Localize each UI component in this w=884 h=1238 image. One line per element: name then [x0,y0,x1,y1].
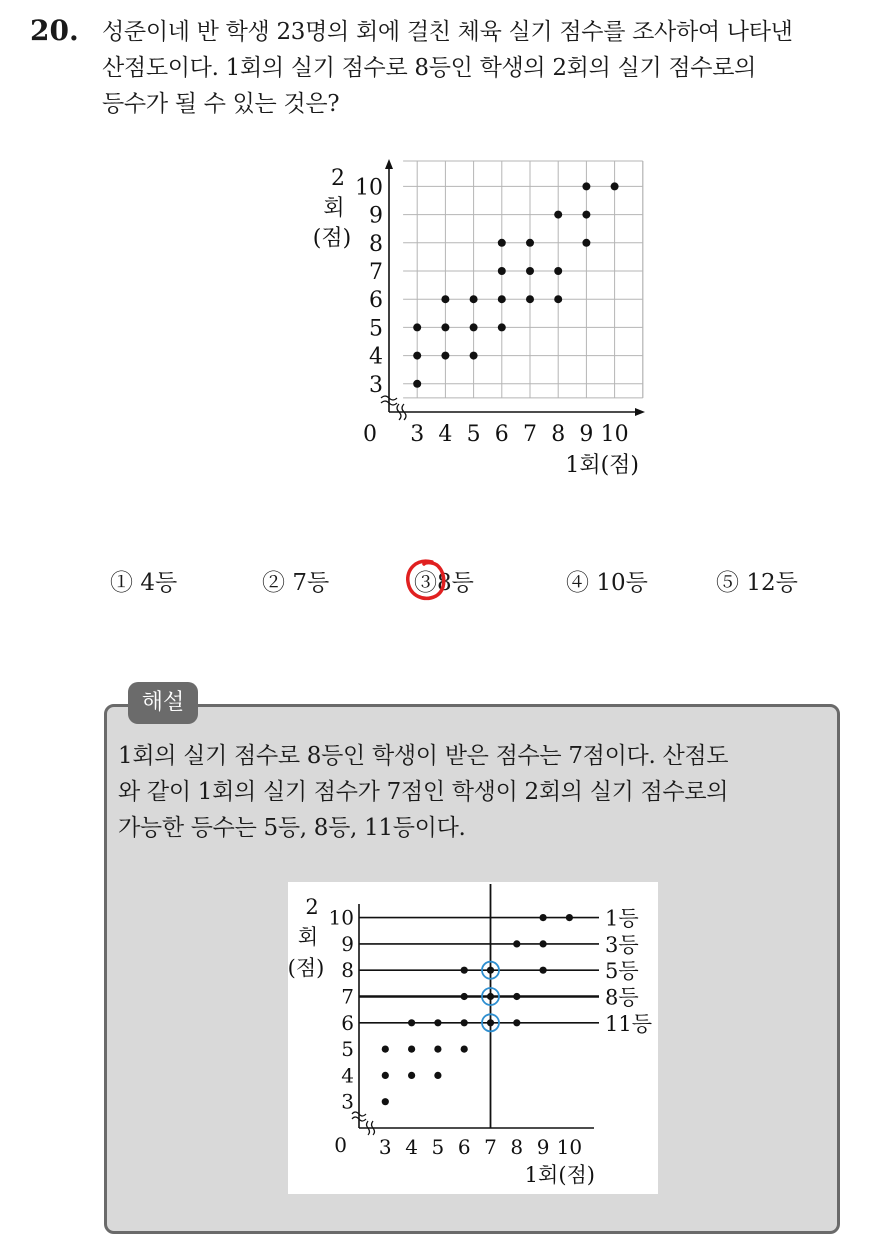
y-tick-label: 6 [341,1010,354,1035]
rank-label: 5등 [605,959,639,984]
data-point [526,239,534,247]
data-point [413,323,421,331]
y-tick-label: 5 [369,316,383,342]
choice-5[interactable] [716,564,798,597]
data-point [540,914,547,921]
x-tick-label: 4 [405,1135,418,1159]
choice-marker: ④ [566,570,589,596]
data-point [408,1072,415,1079]
y-tick-label: 5 [341,1037,354,1062]
data-point [461,1019,468,1026]
data-point [498,323,506,331]
choice-text: 8등 [437,570,474,596]
y-tick-label: 8 [341,958,354,983]
solution-line: 와 같이 1회의 실기 점수가 7점인 학생이 2회의 실기 점수로의 [118,779,729,805]
data-point [513,1019,520,1026]
origin-label: 0 [334,1133,347,1157]
question-line: 산점도이다. 1회의 실기 점수로 8등인 학생의 2회의 실기 점수로의 [102,55,757,81]
data-point [470,323,478,331]
data-point [441,352,449,360]
y-tick-label: 7 [369,260,383,285]
question-number: 20. [30,14,79,47]
data-point [461,1046,468,1053]
y-axis-arrow [385,159,393,169]
x-tick-label: 6 [457,1135,471,1159]
x-tick-label: 10 [556,1135,583,1159]
y-tick-label: 4 [341,1063,354,1088]
solution-tag: 해설 [128,682,198,724]
x-tick-label: 9 [536,1135,550,1159]
data-point [382,1046,389,1053]
y-tick-label: 8 [369,231,383,257]
data-point [487,1019,494,1026]
y-tick-label: 7 [341,984,354,1009]
question-text [102,14,872,122]
choice-text: 4등 [140,570,178,596]
choice-text: 12등 [746,570,798,596]
data-point [434,1072,441,1079]
data-point [461,967,468,974]
data-point [554,267,562,275]
x-tick-label: 3 [410,422,425,447]
y-axis-label: (점) [312,226,352,251]
answer-circle-mark [402,556,450,604]
data-point [554,211,562,219]
choice-4[interactable] [566,564,648,597]
y-axis-label: 회 [323,196,345,221]
data-point [526,295,534,303]
x-tick-label: 7 [523,422,537,447]
question-line: 성준이네 반 학생 23명의 회에 걸친 체육 실기 점수를 조사하여 나타낸 [102,19,793,45]
x-tick-label: 8 [551,422,566,447]
choice-text: 10등 [596,570,648,596]
data-point [540,967,547,974]
data-point [434,1019,441,1026]
choice-2[interactable] [262,564,329,597]
choice-1[interactable] [110,564,177,597]
choice-marker: ⑤ [716,570,739,596]
data-point [470,295,478,303]
y-tick-label: 3 [369,372,383,398]
data-point [470,352,478,360]
scatter-plot [300,155,660,485]
y-tick-label: 9 [341,931,354,956]
x-axis-label: 1회(점) [565,453,639,478]
data-point [498,267,506,275]
solution-line: 가능한 등수는 5등, 8등, 11등이다. [118,815,466,841]
data-point [487,993,494,1000]
solution-line: 1회의 실기 점수로 8등인 학생이 받은 점수는 7점이다. 산점도 [118,743,729,769]
x-tick-label: 7 [484,1135,497,1159]
data-point [487,967,494,974]
rank-label: 1등 [605,906,639,931]
question-line: 등수가 될 수 있는 것은? [102,91,340,117]
data-point [526,267,534,275]
data-point [498,295,506,303]
data-point [498,239,506,247]
data-point [566,914,573,921]
data-point [461,993,468,1000]
data-point [408,1019,415,1026]
origin-label: 0 [363,422,377,447]
data-point [413,380,421,388]
y-tick-label: 6 [369,288,383,314]
data-point [382,1098,389,1105]
x-axis-arrow [635,408,645,416]
data-point [582,211,590,219]
rank-label: 3등 [605,932,639,957]
data-point [513,940,520,947]
choice-marker: ③ [414,570,437,596]
data-point [441,323,449,331]
x-tick-label: 5 [431,1135,445,1159]
x-axis-label: 1회(점) [524,1163,595,1187]
x-tick-label: 8 [510,1135,524,1159]
y-axis-label: 2 [305,895,319,919]
data-point [611,182,619,190]
data-point [540,940,547,947]
x-tick-label: 10 [600,422,629,447]
data-point [582,239,590,247]
data-point [513,993,520,1000]
x-tick-label: 6 [494,422,509,447]
y-tick-label: 10 [328,905,354,930]
y-tick-label: 4 [369,344,383,370]
x-tick-label: 3 [378,1135,392,1159]
data-point [441,295,449,303]
y-tick-label: 10 [355,175,383,201]
rank-label: 11등 [605,1011,653,1036]
y-tick-label: 3 [341,1089,354,1114]
rank-label: 8등 [605,985,639,1010]
data-point [382,1072,389,1079]
data-point [434,1046,441,1053]
y-tick-label: 9 [369,203,383,229]
x-tick-label: 4 [438,422,453,447]
y-axis-label: 2 [331,166,345,191]
choice-text: 7등 [292,570,330,596]
data-point [582,182,590,190]
data-point [408,1046,415,1053]
y-axis-label: (점) [288,956,325,980]
solution-text [118,738,838,846]
solution-scatter-plot [288,882,658,1194]
x-tick-label: 5 [466,422,481,447]
data-point [413,352,421,360]
y-axis-label: 회 [297,925,319,949]
x-tick-label: 9 [579,422,594,447]
data-point [554,295,562,303]
choice-marker: ① [110,570,133,596]
choice-marker: ② [262,570,285,596]
